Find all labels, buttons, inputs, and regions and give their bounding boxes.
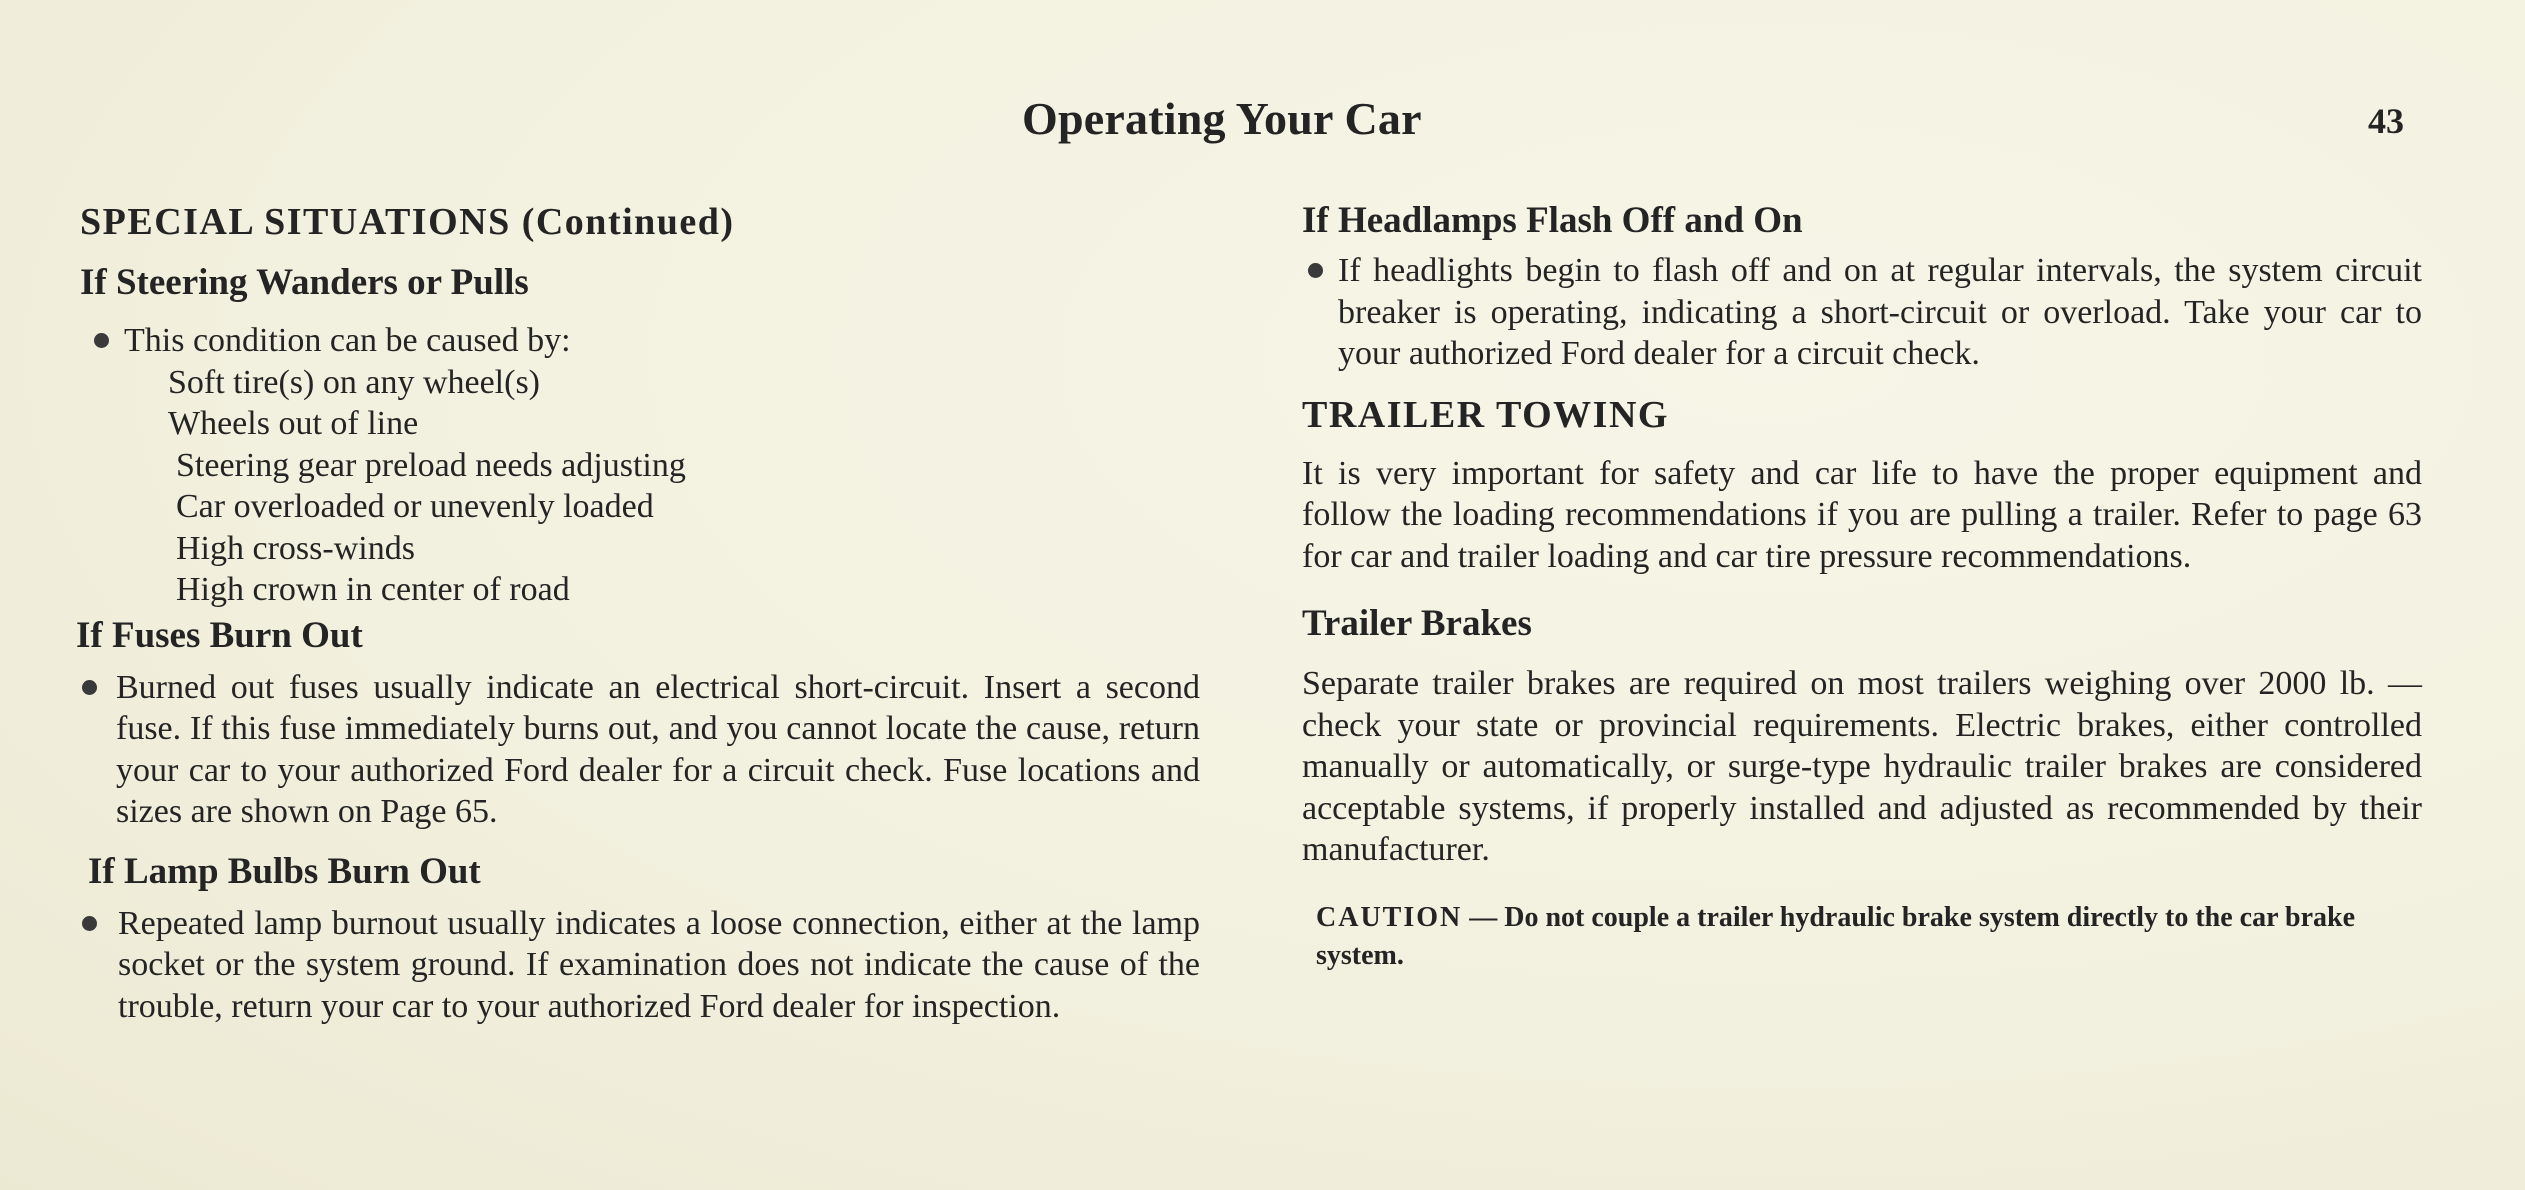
bullet-dot-icon [82,680,97,695]
steering-bullet-text: This condition can be caused by: [124,322,571,359]
fuses-bullet [80,667,1200,833]
caution-text: — Do not couple a trailer hydraulic brake system directly to the car brake system. [1316,901,2356,971]
special-situations-heading: SPECIAL SITUATIONS (Continued) [80,201,735,243]
steering-cause-list [80,362,1200,611]
headlamps-bullet [1302,250,2422,375]
bullet-dot-icon [1308,263,1323,278]
lamp-bulbs-bullet-text: Repeated lamp burnout usually indicates a loose connection, either at the lamp socket or the system ground. If examination does not indicate the cause of the trouble, return your car to your authorized Ford dealer for inspection. [118,904,1200,1025]
trailer-towing-heading: TRAILER TOWING [1302,393,1669,436]
list-item: Wheels out of line [168,405,419,442]
headlamps-bullet-text: If headlights begin to flash off and on at regular intervals, the system circuit breaker is operating, indicating a short-circuit or overload. Take your car to your authorized Ford dealer for a circuit check. [1338,252,2422,372]
bullet-dot-icon [94,333,109,348]
list-item: Car overloaded or unevenly loaded [176,488,654,525]
lamp-bulbs-bullet [80,903,1200,1028]
steering-heading: If Steering Wanders or Pulls [80,262,529,303]
steering-bullet [80,320,1200,362]
trailer-brakes-text: Separate trailer brakes are required on most trailers weighing over 2000 lb. — check your state or provincial requirements. Electric brakes, either controlled manually or automatically, or surge-type hydraulic trailer brakes are considered acceptable systems, if properly installed and adjusted as recommended by their manufacturer. [1302,665,2422,868]
trailer-towing-text: It is very important for safety and car life to have the proper equipment and follow the loading recommendations if you are pulling a trailer. Refer to page 63 for car and trailer loading and car tire pressure recommendations. [1302,454,2422,575]
left-column [76,196,1200,1027]
fuses-bullet-text: Burned out fuses usually indicate an electrical short-circuit. Insert a second fuse. If this fuse immediately burns out, and you cannot locate the cause, return your car to your authorized Ford dealer for a circuit check. Fuse locations and sizes are shown on Page 65. [116,668,1200,830]
trailer-brakes-heading: Trailer Brakes [1302,603,1532,644]
page-number: 43 [2368,101,2404,141]
caution-label: CAUTION [1316,901,1463,933]
list-item: Soft tire(s) on any wheel(s) [168,363,541,401]
headlamps-heading: If Headlamps Flash Off and On [1302,200,1803,241]
list-item: High crown in center of road [176,571,570,608]
page-title: Operating Your Car [1022,93,1422,144]
lamp-bulbs-heading: If Lamp Bulbs Burn Out [88,850,481,892]
list-item: High cross-winds [176,529,415,567]
bullet-dot-icon [82,916,97,931]
right-column [1302,196,2422,975]
caution-note [1316,899,2422,975]
fuses-heading: If Fuses Burn Out [76,614,363,656]
list-item: Steering gear preload needs adjusting [176,446,686,484]
